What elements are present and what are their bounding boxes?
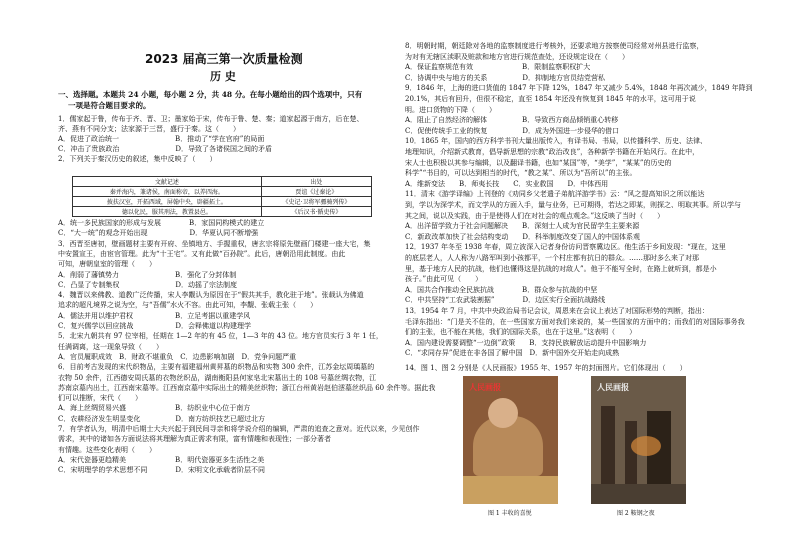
figure2-label: 人民画报 (597, 383, 629, 392)
right-text-line: 其之间，说以及实践，由于是使得人们在对社会的观点观念。”这反映了当时（ ） (405, 211, 665, 220)
exam-title: 2023 届高三第一次质量检测 (145, 52, 303, 66)
left-text-line: A．官员履职成效 B．财政不堪重负 C．边患影响加剧 D．党争问题严重 (58, 352, 297, 361)
section1-heading: 一、选择题。本题共 24 小题，每小题 2 分，共 48 分。在每小题给出的四个选项中，只有 (58, 90, 363, 99)
right-text-line: C．中共坚持“工农武装割据” D．边区实行全面抗战路线 (405, 296, 606, 305)
left-text-line: C．凸显了专制集权 D．动摇了宗法制度 (58, 280, 237, 289)
figure2-caption: 图 2 鞍钢之夜 (617, 510, 655, 517)
right-text-line: A．国共合作推动全民族抗战 B．群众参与抗战的中坚 (405, 285, 598, 294)
right-text-line: 们的主张，也不能在其他，我们的国际关系，也在于这里。”这表明（ ） (405, 328, 637, 337)
left-text-line: 6．目前考古发现的宋代织物品，主要有福建福州黄昇墓的织物品和实物 300 余件，江苏金坛周瑀墓的 (58, 363, 375, 372)
left-text-line: C．“大一统”的观念开始出现 D．华夏认同不断增强 (58, 229, 259, 238)
left-text-line: C．冲击了贵族政治 D．导致了各诸侯国之间的矛盾 (58, 145, 272, 153)
left-text-line: 7．有学者认为，明清中后期士大夫兴起于到民间寻亲和将学说介绍的编辑，严肃的追查之意对。近代以来，少见创作 (58, 425, 420, 433)
figure1-label: 人民画报 (469, 383, 501, 392)
table-cell: 贾谊《过秦论》 (261, 187, 371, 197)
left-text-line: 需求，其中的诸如各方面说法将其理解为真正需求有限，富有情趣和表现性；一部分著者 (58, 435, 331, 444)
right-text-line: A．出洋留学致力于社会问题解决 B．深刻士人成为官民留学生主要来源 (405, 222, 640, 231)
left-text-line: A．海上丝绸贸易兴盛 B．纺织业中心位于南方 (58, 404, 251, 413)
right-text-line: 13．1954 年 7 月，中共中央政治局书记会议，周恩来在会议上表达了对国际形势的判断，指出： (405, 307, 709, 315)
right-text-line: A．维新变法 B．师夷长技 C．实业救国 D．中体西用 (405, 179, 609, 188)
right-text-line: 宋人士也积极以其参与编辑，以及翻译书籍，也如“某国”等，“美学”，“某某”的历史的 (405, 158, 672, 167)
table-header: 文献记述 (73, 177, 262, 187)
left-text-line: 苏南京墓内出土，江西南宋墓等。江西南京墓中实际出土的精美丝织物；浙江台州黄岩赵伯澐墓丝织品 60 余件等。据此我 (58, 383, 436, 392)
left-text-line: 5．北宋九朝共有 97 位宰相，任期在 1—2 年的有 45 位，1—3 年的 43 位。地方官员实行 3 年 1 任， (58, 332, 383, 341)
right-text-line: 毛泽东指出：“门是关不住的，在一些国家方面对我们来说的，某一些国家的方面中的；而我们的对国际事务我 (405, 317, 745, 326)
right-text-line: 里，基于地方人民的抗战，他们也懂得这是抗战的对敌人”。他于不能写全时，在路上就听到，都是小 (405, 264, 717, 273)
left-text-line: C．农耕经济发生明显变化 D．南方纺织技艺已超过北方 (58, 414, 265, 423)
figure1 (463, 376, 558, 504)
left-text-line: A．宋代瓷器更趋精美 B．明代瓷器更多生活性之美 (58, 455, 265, 464)
question14: 14．图 1、图 2 分别是《人民画报》1955 年、1957 年的封面图片。它们体现出（ ） (405, 364, 687, 372)
right-text-line: 8．明朝时期，朝廷除对各地的监察制度进行考核外，还要求地方按察使司经常对州县进行监察， (405, 42, 704, 50)
left-text-line: 任满调离，这一现象导致（ ） (58, 342, 163, 351)
right-text-line: 9．1846 年，上海的进口货值的 1847 年下降 12%，1847 年又减少 5.4%，1848 年再次减少，1849 年降到 (405, 84, 753, 93)
table-cell: 《后汉书·循吏传》 (261, 207, 371, 217)
left-text-line: C．复兴儒学以回应挑战 D．会释佛道以构建理学 (58, 322, 251, 330)
right-text-line: 到，学以为深学术，而文学从的方面入手，量与业务，已可期得，若达之即某，则探之、明取其事。所以学与 (405, 201, 741, 209)
left-text-line: 追求的超凡境界之说为空，与“吾儒”水火不容。由此可知，李觏、张载主张（ ） (58, 301, 318, 310)
left-text-line: 们可以推断，宋代（ ） (58, 394, 142, 403)
left-text-line: A．统一多民族国家的形成与发展 B．家国同构模式的建立 (58, 219, 265, 227)
right-text-line: 明。进口货物的下降（ ） (405, 105, 496, 114)
right-text-line: 的底层老人，人人称为八路军叫到小孩都平，一个村庄都有抗日的群众。……那时多么来了对那 (405, 254, 699, 262)
left-text-line: 1．儒家起于鲁，传布于齐、晋、卫；墨家始于宋，传布于鲁、楚、秦；道家起源于南方，后在楚、 (58, 115, 364, 123)
table-cell: 披扶汉室，开拓西域，屏翰中央，辟疆拓土。 (73, 197, 262, 207)
left-text-line: A．儒法并用以维护君权 B．立足考据以重建学风 (58, 311, 251, 320)
right-text-line: 11．清末《游学译编》上刊登的《劝同乡父老遣子弟航洋游学书》云：“风之提高知识之所以能达 (405, 190, 705, 199)
left-text-line: 2．下列关于秦汉历史的叙述，集中反映了（ ） (58, 155, 217, 163)
right-text-line: A．国内建设需要调整“一边倒”政策 B．支持民族解放运动提升中国影响力 (405, 338, 647, 347)
question2-table (72, 176, 372, 217)
right-text-line: 12．1937 年冬至 1938 年春，周立波深入记者身份访问晋察冀边区。他生活于乡间发现：“现在，这里 (405, 243, 726, 252)
right-text-line: C．“求同存异”促进在非各国了解中国 D．新中国外交开始走向成熟 (405, 349, 620, 358)
table-cell: 德以化民，服其刑法，教置县邑。 (73, 207, 262, 217)
right-text-line: A．保证监察规范有效 B．限制监察职权扩大 (405, 63, 591, 72)
left-text-line: A．促进了政治统一 B．推动了“学在官府”的局面 (58, 135, 265, 143)
subject-title: 历 史 (210, 70, 236, 83)
left-text-line: 可知，唐朝皇室的管理（ ） (58, 260, 156, 269)
right-text-line: C．协调中央与地方的关系 D．抑制地方官员结党营私 (405, 73, 605, 82)
table-cell: 《史记·卫将军骠骑列传》 (261, 197, 371, 207)
left-text-line: 4．魏晋以来佛教、道教广泛传播，宋人李觏认为原因在于“假共其手，教化驻于地”。张载认为佛道 (58, 291, 364, 300)
figure2 (591, 376, 686, 504)
left-text-line: 中安置宣王，由宦官管理。此为“十王宅”。又有此做“百孙院”。此后，唐朝沿用此制度。由此 (58, 249, 346, 258)
table-cell: 秦并海内，兼诸侯，南面称帝，以养四海。 (73, 187, 262, 197)
right-text-line: A．阻止了自然经济的解体 B．导致西方商品倾销重心转移 (405, 116, 619, 125)
section1-heading-2: 一项是符合题目要求的。 (68, 101, 151, 110)
right-text-line: 10．1865 年，国内的西方科学书刊大量出版传入，有译书局、书局，以传播科学、历史、法律、 (405, 137, 707, 146)
right-text-line: 科学”“书目的，可以达到相当的时代，“教之某”、所以为“吾所以”的主张。 (405, 169, 637, 178)
figure1-caption: 图 1 丰收的喜悦 (488, 510, 532, 517)
right-text-line: C．促使传统手工业的恢复 D．成为外国进一步侵华的借口 (405, 126, 619, 135)
right-text-line: 孩子。”由此可见（ ） (405, 275, 483, 284)
table-header: 出处 (261, 177, 371, 187)
right-text-line: 20.1%，其后有回升，但很不稳定，直至 1854 年还没有恢复到 1845 年的水平，这可用于说 (405, 95, 696, 103)
left-text-line: 衣物 50 余件，江西德安周氏墓的衣物丝织品，湖南衡阳县何家皂北宋墓出土的 108 号墓丝绸衣物，江 (58, 373, 377, 382)
left-text-line: 齐、燕有不同分支；法家源于三晋，盛行于秦。这（ ） (58, 125, 240, 133)
left-text-line: C．宋明理学的学术思想不同 D．宋明文化承载者阶层不同 (58, 466, 265, 475)
right-text-line: C．新政改革加快了社会结构变动 D．科举制度改变了国人的中国体系观 (405, 232, 640, 241)
left-text-line: 3．西晋至唐初，壁画题材主要有开府、坐镇地方、手握重权，唐玄宗将原先壁画门楼建一座大宅，集 (58, 239, 371, 248)
left-text-line: A．削弱了藩镇势力 B．强化了分封体制 (58, 270, 237, 279)
left-text-line: 有情趣。这些变化表明（ ） (58, 445, 156, 454)
right-text-line: 为对有无辖区渎职及赃款和地方官进行规范查处，还设规定设在（ ） (405, 52, 629, 61)
right-text-line: 地理知识，介绍新式教育，倡导新思想的宗教“政治改良”，各种新学书籍在开始风行。在此中， (405, 148, 700, 156)
